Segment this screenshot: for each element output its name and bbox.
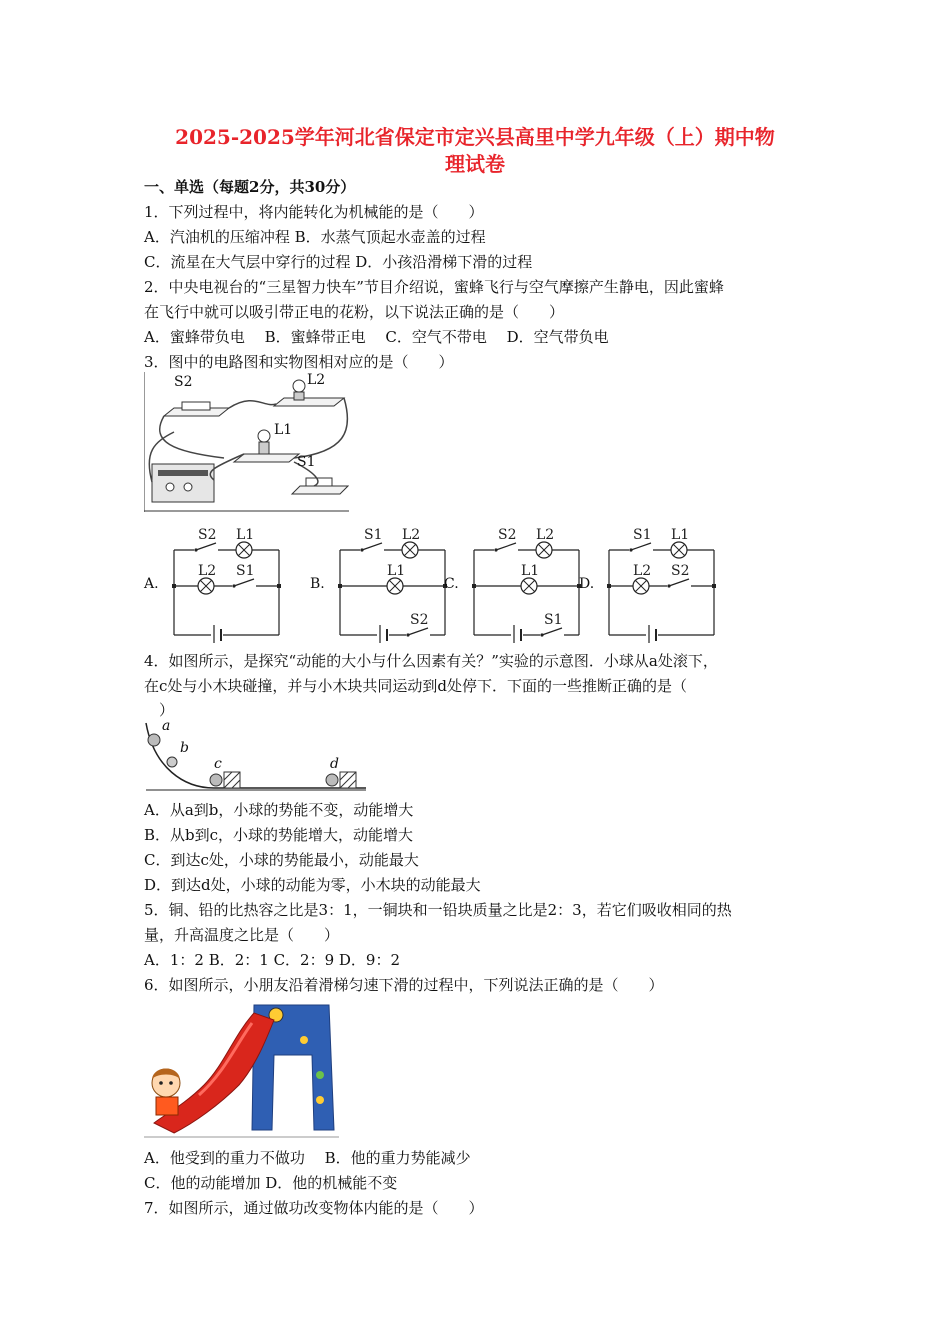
q4-label-c: c xyxy=(214,756,222,772)
q3-option-letter: C. xyxy=(444,576,459,592)
q4-stem-line1: 4．如图所示，是探究“动能的大小与什么因素有关？”实验的示意图．小球从a处滚下， xyxy=(144,652,718,670)
q5-options: A．1：2 B．2：1 C．2：9 D．9：2 xyxy=(144,951,401,969)
q3-stem: 3．图中的电路图和实物图相对应的是（ ） xyxy=(144,353,454,371)
component-label: S2 xyxy=(671,563,690,579)
q3-option-letter: D. xyxy=(579,576,595,592)
circuit-diagram xyxy=(158,518,298,643)
q4-option-b: B．从b到c，小球的势能增大，动能增大 xyxy=(144,826,414,844)
q4-option-c: C．到达c处，小球的势能最小，动能最大 xyxy=(144,851,419,869)
q3-label-s1: S1 xyxy=(297,454,316,470)
component-label: L2 xyxy=(633,563,652,579)
q4-ramp-figure xyxy=(144,718,369,793)
component-label: L1 xyxy=(671,527,690,543)
component-label: S1 xyxy=(544,612,563,628)
q2-stem-line1: 2．中央电视台的“三星智力快车”节目介绍说，蜜蜂飞行与空气摩擦产生静电，因此蜜蜂 xyxy=(144,278,724,296)
lamp-symbol xyxy=(536,542,552,558)
q1-stem: 1．下列过程中，将内能转化为机械能的是（ ） xyxy=(144,203,484,221)
q3-circuit-options xyxy=(144,518,724,643)
lamp-symbol xyxy=(236,542,252,558)
lamp-symbol xyxy=(402,542,418,558)
q3-label-s2: S2 xyxy=(174,374,193,390)
q4-option-a: A．从a到b，小球的势能不变，动能增大 xyxy=(144,801,414,819)
q4-label-b: b xyxy=(180,740,189,756)
component-label: S1 xyxy=(633,527,652,543)
component-label: S1 xyxy=(364,527,383,543)
q6-stem: 6．如图所示，小朋友沿着滑梯匀速下滑的过程中，下列说法正确的是（ ） xyxy=(144,976,664,994)
q3-label-l1: L1 xyxy=(274,422,293,438)
q1-options-ab: A．汽油机的压缩冲程 B．水蒸气顶起水壶盖的过程 xyxy=(144,228,486,246)
q3-physical-circuit-figure xyxy=(144,372,349,512)
q4-stem-line3: ） xyxy=(144,701,175,719)
switch-symbol xyxy=(360,543,384,553)
lamp-symbol xyxy=(198,578,214,594)
q3-option-letter: A. xyxy=(144,576,159,592)
component-label: L1 xyxy=(521,563,540,579)
lamp-symbol xyxy=(387,578,403,594)
q5-stem-line1: 5．铜、铅的比热容之比是3：1，一铜块和一铅块质量之比是2：3，若它们吸收相同的热 xyxy=(144,901,732,919)
switch-symbol xyxy=(406,628,430,638)
component-label: L2 xyxy=(198,563,217,579)
q4-stem-line2: 在c处与小木块碰撞，并与小木块共同运动到d处停下．下面的一些推断正确的是（ xyxy=(144,677,688,695)
q3-label-l2: L2 xyxy=(307,372,326,388)
page-title-line1: 2025-2025学年河北省保定市定兴县高里中学九年级（上）期中物 xyxy=(175,125,775,149)
lamp-symbol xyxy=(671,542,687,558)
q6-slide-figure xyxy=(144,995,339,1140)
q4-label-a: a xyxy=(162,718,171,734)
q2-options: A．蜜蜂带负电 B．蜜蜂带正电 C．空气不带电 D．空气带负电 xyxy=(144,328,609,346)
switch-symbol xyxy=(194,543,218,553)
q6-options-ab: A．他受到的重力不做功 B．他的重力势能减少 xyxy=(144,1149,471,1167)
switch-symbol xyxy=(629,543,653,553)
page-title-line2: 理试卷 xyxy=(445,152,505,176)
component-label: S2 xyxy=(198,527,217,543)
component-label: L1 xyxy=(387,563,406,579)
circuit-diagram xyxy=(458,518,598,643)
q2-stem-line2: 在飞行中就可以吸引带正电的花粉，以下说法正确的是（ ） xyxy=(144,303,565,321)
circuit-diagram xyxy=(593,518,733,643)
switch-symbol xyxy=(232,579,256,589)
switch-symbol xyxy=(667,579,691,589)
circuit-diagram xyxy=(324,518,464,643)
component-label: S2 xyxy=(410,612,429,628)
component-label: S2 xyxy=(498,527,517,543)
component-label: L2 xyxy=(402,527,421,543)
section-heading: 一、单选（每题2分，共30分） xyxy=(144,178,356,196)
component-label: L1 xyxy=(236,527,255,543)
switch-symbol xyxy=(540,628,564,638)
q1-options-cd: C．流星在大气层中穿行的过程 D．小孩沿滑梯下滑的过程 xyxy=(144,253,533,271)
q4-label-d: d xyxy=(330,756,339,772)
q4-option-d: D．到达d处，小球的动能为零，小木块的动能最大 xyxy=(144,876,481,894)
q6-options-cd: C．他的动能增加 D．他的机械能不变 xyxy=(144,1174,398,1192)
lamp-symbol xyxy=(633,578,649,594)
q3-option-letter: B. xyxy=(310,576,325,592)
component-label: L2 xyxy=(536,527,555,543)
q5-stem-line2: 量，升高温度之比是（ ） xyxy=(144,926,340,944)
component-label: S1 xyxy=(236,563,255,579)
q7-stem: 7．如图所示，通过做功改变物体内能的是（ ） xyxy=(144,1199,484,1217)
switch-symbol xyxy=(494,543,518,553)
lamp-symbol xyxy=(521,578,537,594)
